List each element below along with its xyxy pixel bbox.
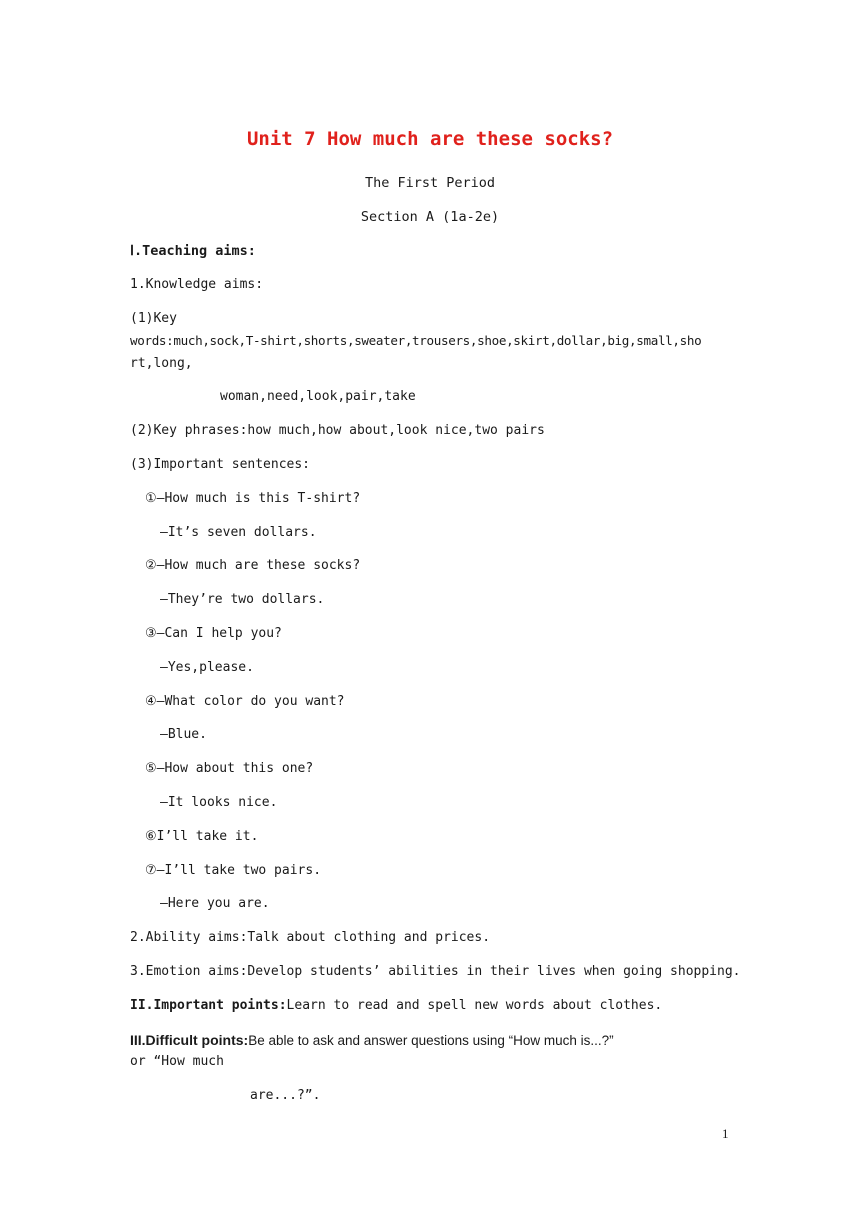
key-words-line: words:much,sock,T-shirt,shorts,sweater,trousers,shoe,skirt,dollar,big,small,sho bbox=[130, 333, 702, 348]
ability-aims: 2.Ability aims:Talk about clothing and prices. bbox=[130, 930, 491, 945]
section-subtitle: Section A (1a-2e) bbox=[360, 209, 500, 225]
key-phrases: (2)Key phrases:how much,how about,look nice,two pairs bbox=[130, 423, 545, 438]
sentence-line: —Blue. bbox=[160, 727, 207, 742]
sentence-line: ⑤—How about this one? bbox=[145, 761, 314, 776]
difficult-points-text: Be able to ask and answer questions using “How much is...?” bbox=[248, 1033, 614, 1048]
sentence-line: —It looks nice. bbox=[160, 795, 278, 810]
sentence-line: —They’re two dollars. bbox=[160, 592, 325, 607]
important-points-text: Learn to read and spell new words about clothes. bbox=[286, 998, 663, 1013]
important-points bbox=[130, 998, 662, 1014]
key-words-label: (1)Key bbox=[130, 311, 177, 326]
sentence-line: ①—How much is this T-shirt? bbox=[145, 491, 361, 506]
period-subtitle: The First Period bbox=[364, 175, 496, 191]
page-number: 1 bbox=[722, 1126, 729, 1141]
sentence-line: ⑥I’ll take it. bbox=[145, 829, 259, 844]
sentence-line: —Yes,please. bbox=[160, 660, 254, 675]
document-title: Unit 7 How much are these socks? bbox=[246, 128, 614, 150]
sentence-line: —Here you are. bbox=[160, 896, 270, 911]
teaching-aims-heading: Ⅰ.Teaching aims: bbox=[130, 243, 256, 259]
sentence-line: —It’s seven dollars. bbox=[160, 525, 317, 540]
key-words-line: woman,need,look,pair,take bbox=[220, 389, 416, 404]
sentence-line: ④—What color do you want? bbox=[145, 694, 345, 709]
difficult-points bbox=[130, 1032, 614, 1050]
sentence-line: ②—How much are these socks? bbox=[145, 558, 361, 573]
difficult-points-label: III.Difficult points: bbox=[130, 1032, 249, 1048]
difficult-points-line: or “How much bbox=[130, 1054, 224, 1069]
important-points-label: II.Important points: bbox=[130, 998, 287, 1013]
key-words-line: rt,long, bbox=[130, 356, 193, 371]
emotion-aims: 3.Emotion aims:Develop students’ abilities in their lives when going shopping. bbox=[130, 964, 741, 979]
sentence-line: ⑦—I’ll take two pairs. bbox=[145, 863, 322, 878]
difficult-points-line: are...?”. bbox=[250, 1088, 321, 1103]
knowledge-aims-label: 1.Knowledge aims: bbox=[130, 277, 264, 292]
important-sentences-label: (3)Important sentences: bbox=[130, 457, 311, 472]
sentence-line: ③—Can I help you? bbox=[145, 626, 282, 641]
